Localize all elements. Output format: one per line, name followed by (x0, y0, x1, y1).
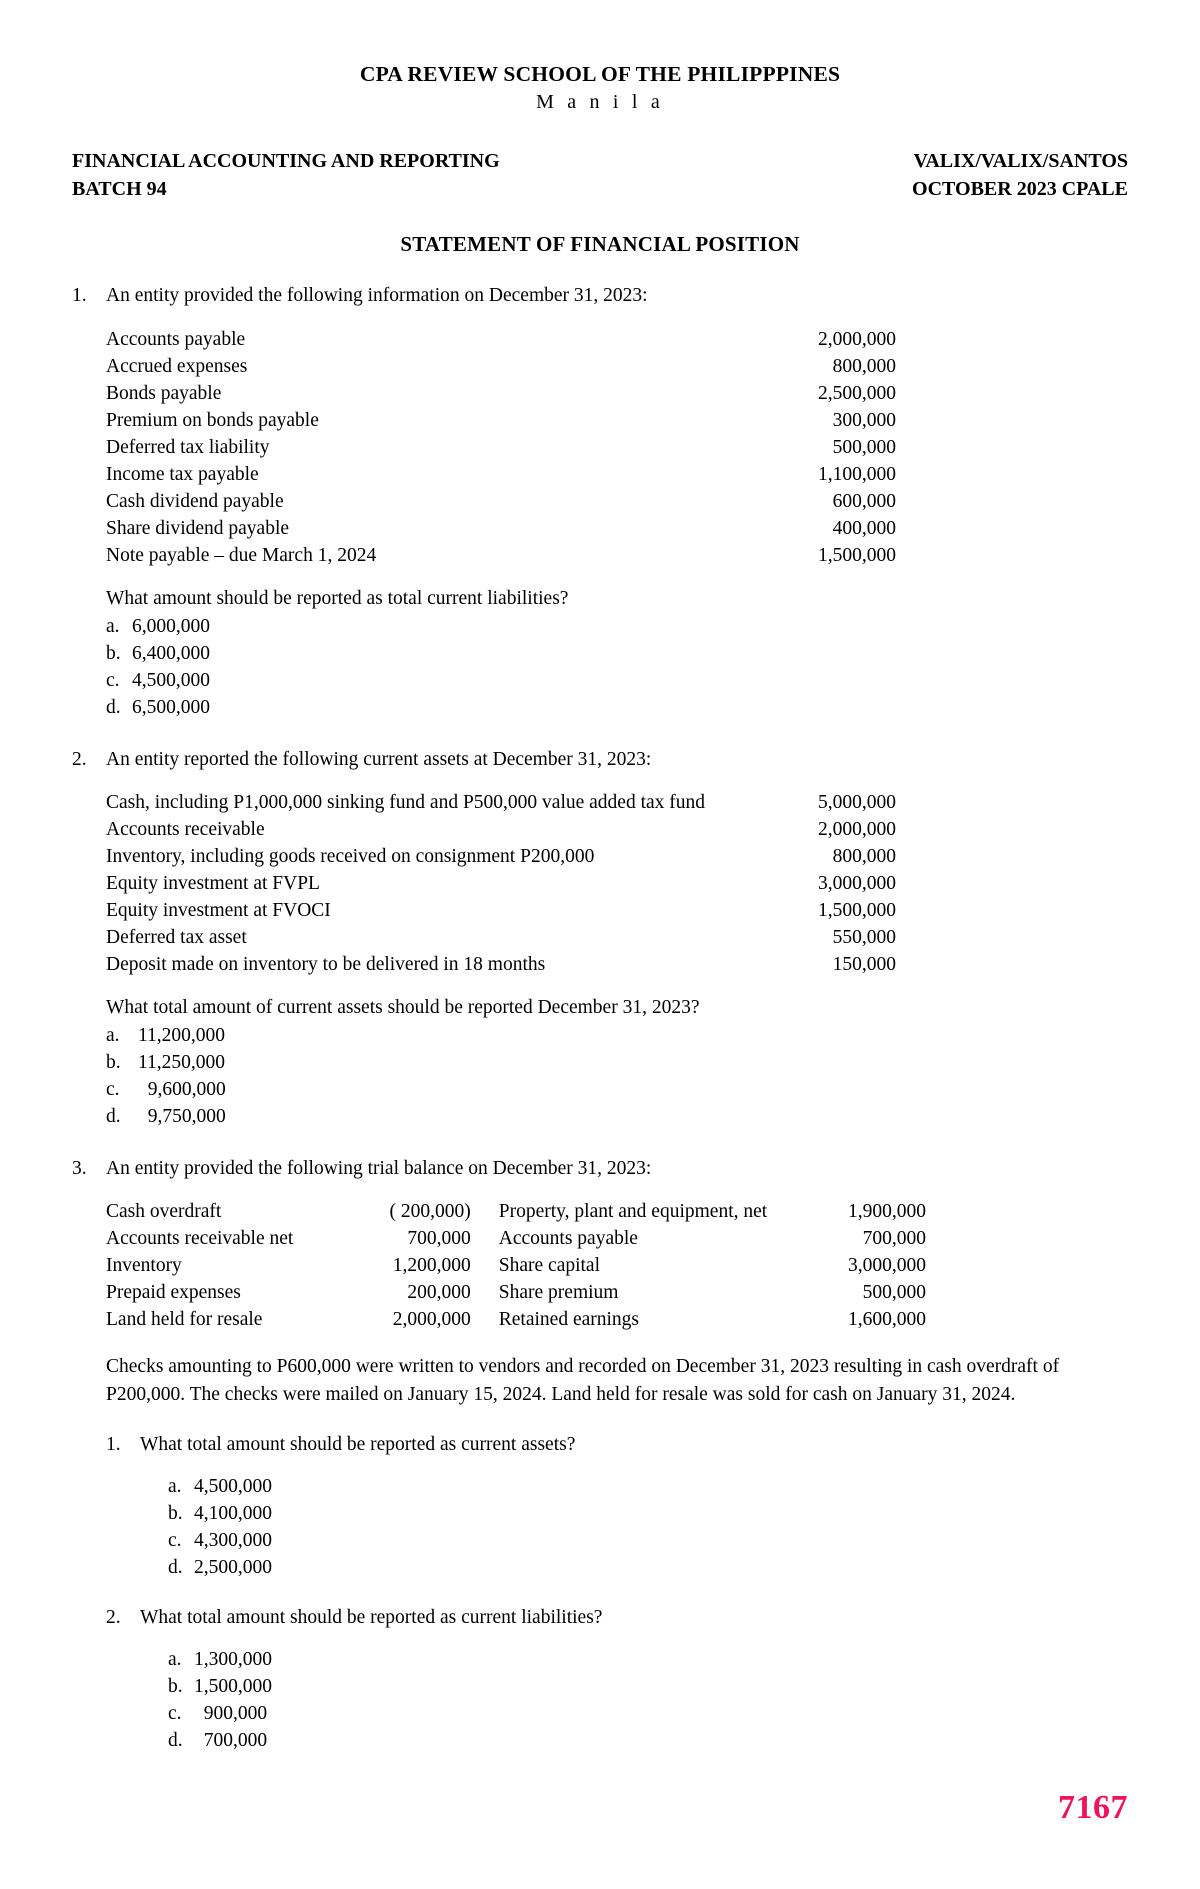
tb-left-label: Cash overdraft (106, 1201, 222, 1223)
list-item (106, 380, 896, 407)
item-amount: 400,000 (832, 517, 896, 539)
lecturers-label: VALIX/VALIX/SANTOS (913, 149, 1128, 172)
item-amount: 5,000,000 (818, 792, 896, 814)
tb-left-amount: ( 200,000) (389, 1201, 471, 1223)
choice-value: 6,000,000 (132, 615, 210, 637)
item-label: Bonds payable (106, 382, 222, 404)
item-label: Cash dividend payable (106, 490, 284, 512)
tb-left-label: Accounts receivable net (106, 1228, 294, 1250)
item-label: Equity investment at FVOCI (106, 900, 331, 922)
question-3-sub-1 (106, 1432, 1128, 1581)
tb-right-label: Share capital (498, 1255, 601, 1277)
item-label: Premium on bonds payable (106, 409, 319, 431)
question-2 (72, 747, 1128, 1131)
question-2-prompt: What total amount of current assets should be reported December 31, 2023? (106, 997, 700, 1019)
item-label: Share dividend payable (106, 517, 290, 539)
choice-option-a[interactable] (106, 613, 1128, 640)
item-label: Income tax payable (106, 463, 259, 485)
item-amount: 1,100,000 (818, 463, 896, 485)
list-item (106, 870, 896, 897)
tb-right-amount: 500,000 (862, 1282, 926, 1304)
choice-option-c[interactable] (168, 1527, 1128, 1554)
choice-value: 6,500,000 (132, 696, 210, 718)
choice-option-a[interactable] (106, 1022, 1128, 1049)
question-3-paragraph: Checks amounting to P600,000 were written to vendors and recorded on December 31, 2023 resulting in cash overdraft of P200,000. The checks were mailed on January 15, 2024. Land held for resale was sold for cash on January 31, 2024. (106, 1356, 1060, 1405)
item-label: Deferred tax asset (106, 927, 247, 949)
choice-value: 700,000 (194, 1729, 268, 1751)
choice-value: 900,000 (194, 1702, 268, 1724)
list-item (106, 843, 896, 870)
choice-option-a[interactable] (168, 1646, 1128, 1673)
tb-left-label: Inventory (106, 1255, 182, 1277)
choice-option-c[interactable] (106, 1076, 1128, 1103)
tb-left-amount: 200,000 (407, 1282, 471, 1304)
item-amount: 600,000 (832, 490, 896, 512)
question-1-choices (106, 613, 1128, 721)
choice-letter: b. (168, 1502, 183, 1524)
list-item (106, 434, 896, 461)
question-3 (72, 1156, 1128, 1753)
question-2-stem (72, 747, 1128, 774)
choice-letter: b. (106, 1052, 121, 1074)
choice-letter: b. (168, 1675, 183, 1697)
tb-right-label: Accounts payable (498, 1228, 638, 1250)
batch-label: BATCH 94 (72, 178, 167, 201)
choice-letter: a. (106, 1025, 120, 1047)
choice-value: 4,100,000 (194, 1502, 272, 1524)
list-item (106, 326, 896, 353)
choice-letter: a. (168, 1475, 182, 1497)
choice-option-b[interactable] (168, 1673, 1128, 1700)
item-amount: 800,000 (832, 846, 896, 868)
item-label: Deferred tax liability (106, 436, 270, 458)
question-2-choices (106, 1022, 1128, 1130)
question-1-number: 1. (72, 284, 87, 306)
item-amount: 2,500,000 (818, 382, 896, 404)
list-item (106, 353, 896, 380)
item-amount: 150,000 (832, 954, 896, 976)
choice-option-d[interactable] (106, 1103, 1128, 1130)
question-1-stem (72, 283, 1128, 310)
choice-letter: c. (168, 1702, 182, 1724)
tb-right-label: Share premium (498, 1282, 619, 1304)
school-name: CPA REVIEW SCHOOL OF THE PHILIPPPINES (359, 62, 841, 86)
item-amount: 1,500,000 (818, 900, 896, 922)
item-amount: 1,500,000 (818, 544, 896, 566)
exam-meta-left (72, 147, 500, 204)
list-item (106, 461, 896, 488)
list-item (106, 816, 896, 843)
question-1 (72, 283, 1128, 721)
sub-question-2-number: 2. (106, 1606, 121, 1628)
choice-value: 11,250,000 (138, 1052, 226, 1074)
choice-value: 6,400,000 (132, 642, 210, 664)
choice-value: 11,200,000 (138, 1025, 226, 1047)
choice-option-d[interactable] (168, 1727, 1128, 1754)
question-2-text: An entity reported the following current assets at December 31, 2023: (106, 748, 652, 770)
list-item (106, 924, 896, 951)
item-label: Cash, including P1,000,000 sinking fund and P500,000 value added tax fund (106, 792, 706, 814)
choice-letter: d. (168, 1556, 183, 1578)
choice-letter: d. (106, 1106, 121, 1128)
item-label: Deposit made on inventory to be delivered in 18 months (106, 954, 546, 976)
tb-left-amount: 1,200,000 (392, 1255, 471, 1277)
choice-letter: d. (168, 1729, 183, 1751)
question-1-prompt: What amount should be reported as total current liabilities? (106, 587, 569, 609)
tb-right-label: Retained earnings (498, 1309, 640, 1331)
choice-letter: c. (168, 1529, 182, 1551)
choice-option-c[interactable] (168, 1700, 1128, 1727)
choice-letter: d. (106, 696, 121, 718)
tb-left-label: Prepaid expenses (106, 1282, 241, 1304)
tb-right-label: Property, plant and equipment, net (498, 1201, 768, 1223)
tb-left-label: Land held for resale (106, 1309, 263, 1331)
choice-value: 1,500,000 (194, 1675, 272, 1697)
item-amount: 550,000 (832, 927, 896, 949)
table-row (106, 1225, 926, 1252)
choice-option-b[interactable] (106, 640, 1128, 667)
item-amount: 300,000 (832, 409, 896, 431)
item-amount: 2,000,000 (818, 819, 896, 841)
choice-option-a[interactable] (168, 1473, 1128, 1500)
choice-letter: c. (106, 1079, 120, 1101)
tb-right-amount: 1,900,000 (848, 1201, 926, 1223)
subject-label: FINANCIAL ACCOUNTING AND REPORTING (72, 149, 500, 172)
choice-value: 2,500,000 (194, 1556, 272, 1578)
page-number: 7167 (1058, 1789, 1128, 1826)
question-3-sub-2 (106, 1605, 1128, 1754)
list-item (106, 951, 896, 978)
question-1-item-list (106, 326, 896, 569)
table-row (106, 1252, 926, 1279)
choice-option-c[interactable] (106, 667, 1128, 694)
item-amount: 3,000,000 (818, 873, 896, 895)
tb-left-amount: 2,000,000 (392, 1309, 471, 1331)
school-city: M a n i l a (536, 91, 664, 114)
list-item (106, 515, 896, 542)
choice-letter: b. (106, 642, 121, 664)
choice-option-d[interactable] (106, 694, 1128, 721)
list-item (106, 407, 896, 434)
exam-meta-right (912, 147, 1128, 204)
question-3-stem (72, 1156, 1128, 1183)
exam-meta-row (72, 147, 1128, 204)
sub-question-2-choices (168, 1646, 1128, 1754)
question-1-text: An entity provided the following information on December 31, 2023: (106, 284, 648, 306)
choice-letter: c. (106, 669, 120, 691)
question-3-text: An entity provided the following trial balance on December 31, 2023: (106, 1158, 652, 1180)
table-row (106, 1306, 926, 1333)
list-item (106, 897, 896, 924)
choice-value: 9,750,000 (138, 1106, 226, 1128)
choice-value: 4,300,000 (194, 1529, 272, 1551)
item-label: Accrued expenses (106, 355, 248, 377)
item-label: Equity investment at FVPL (106, 873, 320, 895)
tb-right-amount: 1,600,000 (848, 1309, 926, 1331)
sub-question-2-prompt: What total amount should be reported as current liabilities? (140, 1606, 603, 1628)
choice-option-d[interactable] (168, 1554, 1128, 1581)
choice-option-b[interactable] (106, 1049, 1128, 1076)
choice-option-b[interactable] (168, 1500, 1128, 1527)
sub-question-1-choices (168, 1473, 1128, 1581)
table-row (106, 1198, 926, 1225)
item-label: Accounts payable (106, 328, 246, 350)
item-label: Accounts receivable (106, 819, 265, 841)
list-item (106, 789, 896, 816)
sub-question-1-number: 1. (106, 1433, 121, 1455)
list-item (106, 542, 896, 569)
item-label: Inventory, including goods received on consignment P200,000 (106, 846, 595, 868)
choice-letter: a. (106, 615, 120, 637)
tb-right-amount: 3,000,000 (848, 1255, 926, 1277)
tb-right-amount: 700,000 (862, 1228, 926, 1250)
question-2-item-list (106, 789, 896, 978)
item-amount: 2,000,000 (818, 328, 896, 350)
question-3-number: 3. (72, 1158, 87, 1180)
page-title: STATEMENT OF FINANCIAL POSITION (400, 231, 800, 256)
list-item (106, 488, 896, 515)
choice-value: 4,500,000 (132, 669, 210, 691)
item-label: Note payable – due March 1, 2024 (106, 544, 377, 566)
table-row (106, 1279, 926, 1306)
item-amount: 800,000 (832, 355, 896, 377)
sub-question-1-prompt: What total amount should be reported as current assets? (140, 1433, 576, 1455)
choice-letter: a. (168, 1648, 182, 1670)
trial-balance-table (106, 1198, 926, 1333)
tb-left-amount: 700,000 (407, 1228, 471, 1250)
exam-date-label: OCTOBER 2023 CPALE (912, 178, 1128, 201)
choice-value: 9,600,000 (138, 1079, 226, 1101)
choice-value: 1,300,000 (194, 1648, 272, 1670)
sub-question-2-stem (106, 1605, 1128, 1632)
question-2-number: 2. (72, 748, 87, 770)
choice-value: 4,500,000 (194, 1475, 272, 1497)
item-amount: 500,000 (832, 436, 896, 458)
sub-question-1-stem (106, 1432, 1128, 1459)
